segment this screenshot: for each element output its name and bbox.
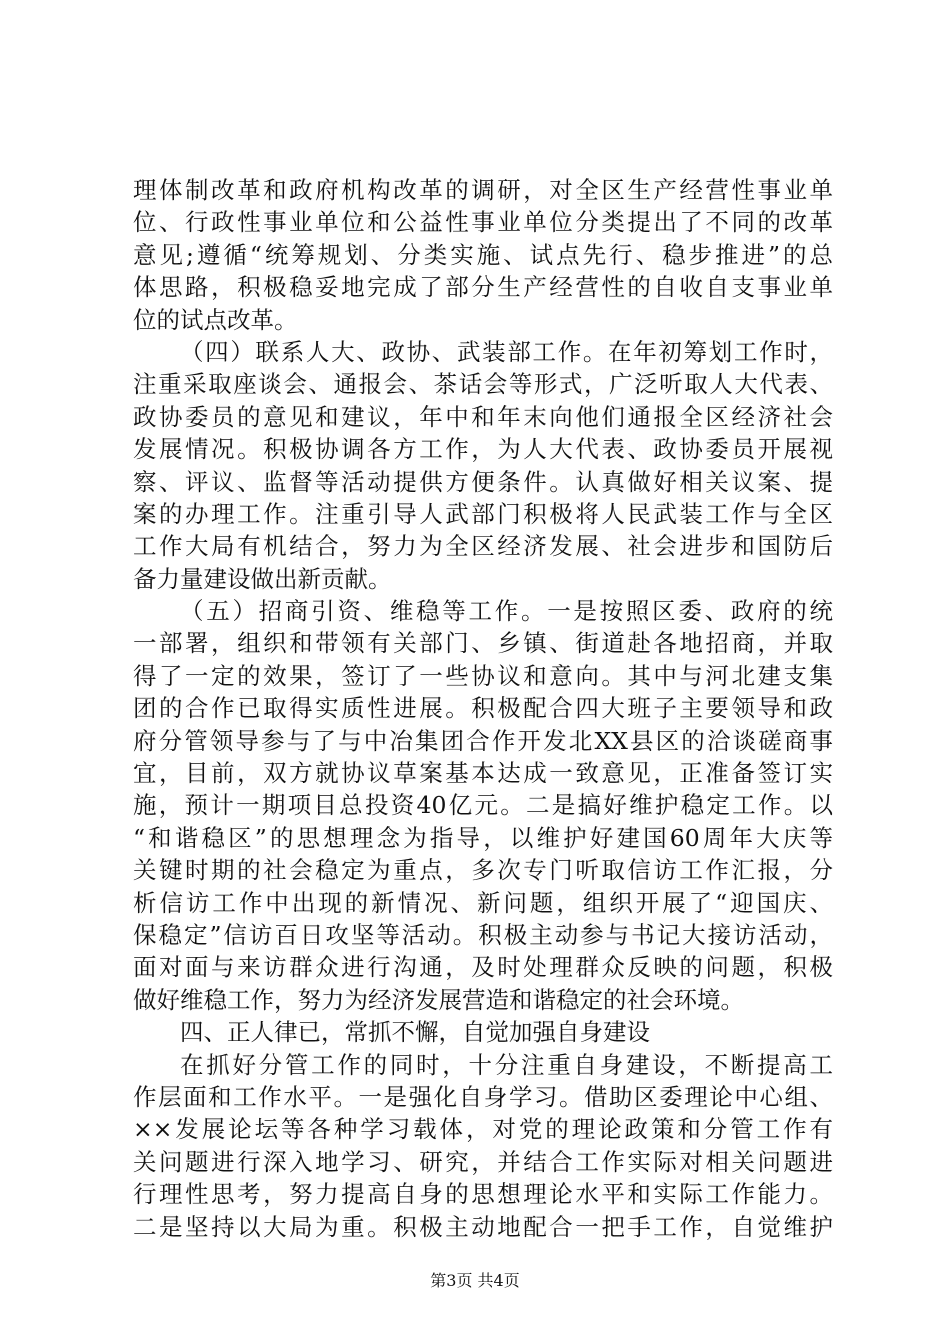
text-line: 工作大局有机结合，努力为全区经济发展、社会进步和国防后 [133, 532, 833, 561]
paragraph-heading-line: （五）招商引资、维稳等工作。一是按照区委、政府的统 [180, 597, 833, 626]
text-line: 察、评议、监督等活动提供方便条件。认真做好相关议案、提 [133, 467, 833, 496]
text-line: 注重采取座谈会、通报会、茶话会等形式，广泛听取人大代表、 [133, 370, 833, 399]
paragraph-start-line: 在抓好分管工作的同时，十分注重自身建设，不断提高工 [180, 1050, 833, 1079]
text-line: 理体制改革和政府机构改革的调研，对全区生产经营性事业单 [133, 176, 833, 204]
text-line: 二是坚持以大局为重。积极主动地配合一把手工作，自觉维护 [133, 1212, 833, 1241]
text-line: 政协委员的意见和建议，年中和年末向他们通报全区经济社会 [133, 402, 833, 431]
text-line: 做好维稳工作，努力为经济发展营造和谐稳定的社会环境。 [133, 985, 744, 1014]
page-number-footer: 第3页 共4页 [430, 1271, 520, 1290]
text-line: 府分管领导参与了与中冶集团合作开发北XX县区的洽谈磋商事 [133, 726, 833, 755]
text-line: 宜，目前，双方就协议草案基本达成一致意见，正准备签订实 [133, 759, 833, 788]
text-line: 团的合作已取得实质性进展。积极配合四大班子主要领导和政 [133, 694, 833, 723]
text-line: 意见;遵循“统筹规划、分类实施、试点先行、稳步推进”的总 [133, 240, 833, 269]
text-line: 关键时期的社会稳定为重点，多次专门听取信访工作汇报，分 [133, 856, 833, 885]
text-line: “和谐稳区”的思想理念为指导，以维护好建国60周年大庆等 [133, 823, 833, 852]
text-line: 体思路，积极稳妥地完成了部分生产经营性的自收自支事业单 [133, 273, 833, 302]
text-line: 保稳定”信访百日攻坚等活动。积极主动参与书记大接访活动， [133, 920, 833, 949]
document-body [133, 174, 833, 1243]
text-line: 作层面和工作水平。一是强化自身学习。借助区委理论中心组、 [133, 1082, 833, 1111]
section-heading: 四、正人律已，常抓不懈，自觉加强自身建设 [180, 1018, 650, 1047]
paragraph-heading-line: （四）联系人大、政协、武装部工作。在年初筹划工作时， [180, 337, 833, 366]
text-line: 得了一定的效果，签订了一些协议和意向。其中与河北建支集 [133, 661, 833, 690]
text-line: 位的试点改革。 [133, 305, 298, 334]
text-line: ××发展论坛等各种学习载体，对党的理论政策和分管工作有 [133, 1115, 833, 1144]
text-line: 行理性思考，努力提高自身的思想理论水平和实际工作能力。 [133, 1180, 833, 1209]
text-line: 施，预计一期项目总投资40亿元。二是搞好维护稳定工作。以 [133, 791, 833, 820]
text-line: 面对面与来访群众进行沟通，及时处理群众反映的问题，积极 [133, 953, 833, 982]
text-line: 关问题进行深入地学习、研究，并结合工作实际对相关问题进 [133, 1147, 833, 1176]
text-line: 备力量建设做出新贡献。 [133, 564, 392, 593]
text-line: 发展情况。积极协调各方工作，为人大代表、政协委员开展视 [133, 435, 833, 464]
text-line: 位、行政性事业单位和公益性事业单位分类提出了不同的改革 [133, 208, 833, 237]
text-line: 一部署，组织和带领有关部门、乡镇、街道赴各地招商，并取 [133, 629, 833, 658]
text-line: 析信访工作中出现的新情况、新问题，组织开展了“迎国庆、 [133, 888, 833, 917]
text-line: 案的办理工作。注重引导人武部门积极将人民武装工作与全区 [133, 499, 833, 528]
